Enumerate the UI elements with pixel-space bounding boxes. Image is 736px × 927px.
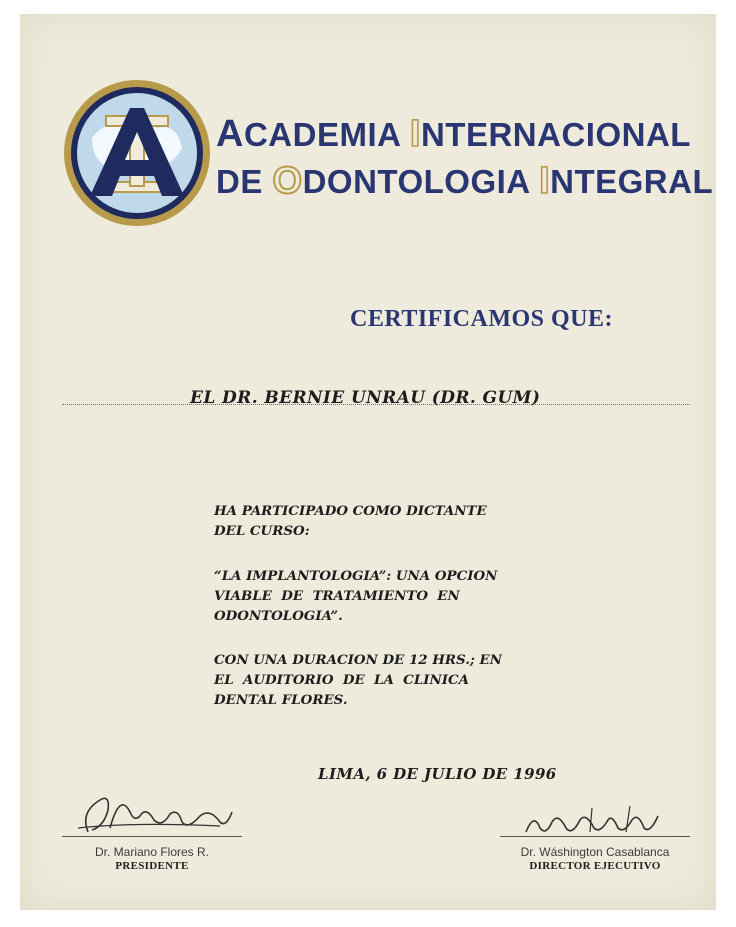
- org-letter-i-outline: I: [409, 113, 421, 155]
- paragraph-line: VIABLE DE TRATAMIENTO EN: [214, 588, 460, 604]
- paragraph-line: “LA IMPLANTOLOGIA”: UNA OPCION: [214, 568, 498, 584]
- org-name-line2: [216, 160, 713, 203]
- paragraph-participation: [214, 501, 487, 541]
- paragraph-line: DENTAL FLORES.: [214, 692, 348, 708]
- org-letter-a: A: [216, 113, 244, 155]
- org-word-odontologia: DONTOLOGIA: [302, 163, 540, 200]
- academia-logo-icon: [62, 78, 212, 228]
- signature-line-left: [62, 836, 242, 837]
- paragraph-course-title: [214, 566, 497, 626]
- org-word-integral: NTEGRAL: [550, 163, 714, 200]
- paragraph-line: DEL CURSO:: [214, 523, 310, 539]
- org-word-de: DE: [216, 163, 273, 200]
- certify-heading: CERTIFICAMOS QUE:: [350, 306, 614, 332]
- org-word-academia: CADEMIA: [243, 116, 410, 153]
- place-date: LIMA, 6 DE JULIO DE 1996: [318, 765, 557, 783]
- paragraph-line: ODONTOLOGIA”.: [214, 608, 343, 624]
- paragraph-line: CON UNA DURACION DE 12 HRS.; EN: [214, 652, 502, 668]
- signature-left-icon: [70, 782, 240, 842]
- org-letter-o-outline: O: [272, 160, 303, 202]
- signature-line-right: [500, 836, 690, 837]
- recipient-dotted-line: [62, 404, 690, 405]
- paragraph-duration: [214, 650, 502, 710]
- paragraph-line: HA PARTICIPADO COMO DICTANTE: [214, 503, 487, 519]
- paragraph-line: EL AUDITORIO DE LA CLINICA: [214, 672, 470, 688]
- signature-right-role: DIRECTOR EJECUTIVO: [529, 860, 661, 872]
- org-name-line1: [216, 113, 691, 156]
- signature-left-role: PRESIDENTE: [115, 860, 189, 872]
- org-letter-i-outline-2: I: [539, 160, 551, 202]
- signature-left-name: Dr. Mariano Flores R.: [94, 845, 210, 859]
- org-word-internacional: NTERNACIONAL: [420, 116, 691, 153]
- recipient-name: EL DR. BERNIE UNRAU (DR. GUM): [190, 388, 541, 408]
- signature-right-name: Dr. Wáshington Casablanca: [520, 845, 670, 859]
